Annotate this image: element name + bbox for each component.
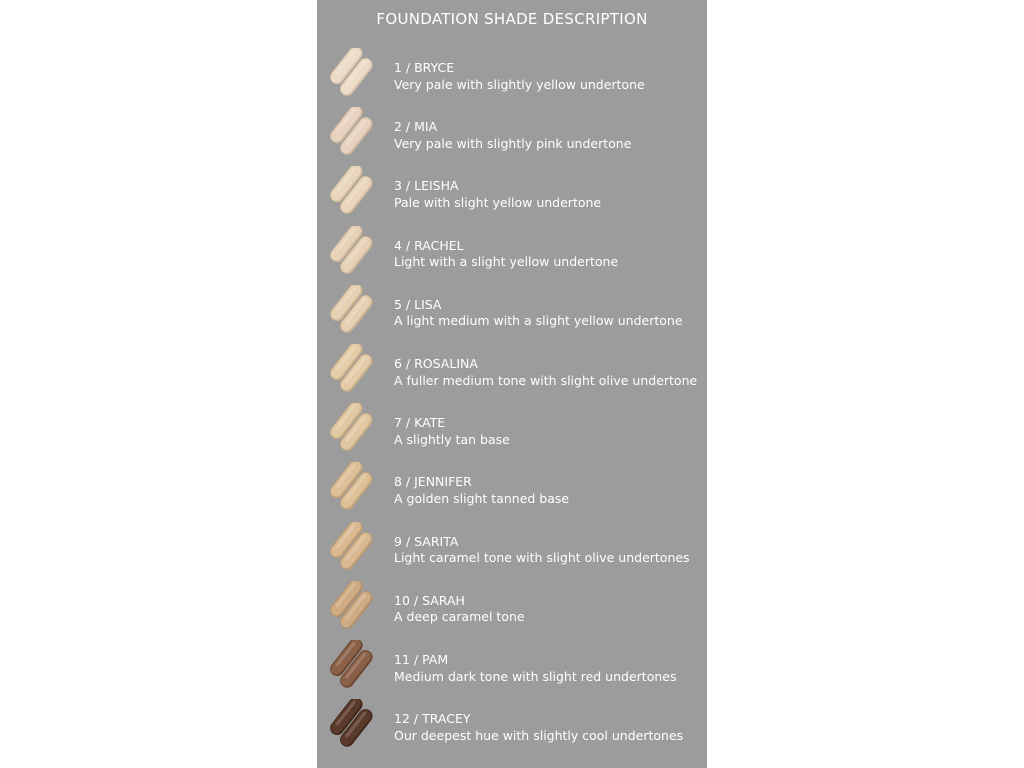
swatch-icon (327, 640, 379, 690)
swatch-icon (327, 344, 379, 394)
shade-description: Light caramel tone with slight olive undertones (394, 550, 690, 566)
shade-description: A light medium with a slight yellow undertone (394, 313, 683, 329)
shade-description: Very pale with slightly pink undertone (394, 135, 632, 151)
shade-name: 9 / SARITA (394, 533, 459, 549)
shade-text (394, 356, 697, 389)
page-title: FOUNDATION SHADE DESCRIPTION (376, 10, 648, 28)
shade-text (394, 711, 683, 744)
shade-description: A slightly tan base (394, 431, 510, 447)
shade-text (394, 534, 690, 567)
swatch-icon (327, 166, 379, 216)
shade-name: 8 / JENNIFER (394, 474, 472, 490)
shade-row (317, 695, 707, 751)
shade-description: Medium dark tone with slight red undertones (394, 668, 677, 684)
swatch-icon (327, 285, 379, 335)
shade-name: 6 / ROSALINA (394, 356, 478, 371)
shade-name: 7 / KATE (394, 415, 446, 431)
swatch-icon (327, 107, 379, 157)
swatch-icon (327, 403, 379, 453)
shade-row (317, 518, 707, 574)
shade-row (317, 636, 707, 692)
shade-description: Very pale with slightly yellow undertone (394, 76, 645, 92)
shade-description: Our deepest hue with slightly cool undertones (394, 727, 684, 743)
shade-text (394, 238, 618, 271)
shade-name: 1 / BRYCE (394, 60, 455, 75)
swatch-icon (327, 522, 379, 572)
swatch-icon (327, 581, 379, 631)
shade-row (317, 340, 707, 396)
shade-row (317, 44, 707, 100)
shade-name: 5 / LISA (394, 296, 442, 312)
shade-description: A golden slight tanned base (394, 490, 570, 506)
swatch-icon (327, 226, 379, 276)
shade-name: 11 / PAM (394, 652, 449, 667)
shade-text (394, 415, 510, 448)
shade-text (394, 474, 569, 507)
shade-text (394, 119, 631, 152)
shade-text (394, 652, 676, 685)
shade-description: A deep caramel tone (394, 609, 525, 625)
shade-row (317, 281, 707, 337)
shade-name: 12 / TRACEY (394, 711, 471, 727)
shade-name: 4 / RACHEL (394, 237, 464, 253)
shade-name: 10 / SARAH (394, 592, 465, 608)
shade-text (394, 593, 525, 626)
swatch-icon (327, 48, 379, 98)
shade-row (317, 162, 707, 218)
shade-name: 3 / LEISHA (394, 178, 459, 194)
swatch-icon (327, 462, 379, 512)
shade-panel (317, 0, 707, 768)
shade-description: A fuller medium tone with slight olive undertone (394, 372, 698, 388)
shade-text (394, 178, 601, 211)
shade-row (317, 399, 707, 455)
shade-text (394, 60, 645, 93)
shade-description: Pale with slight yellow undertone (394, 194, 602, 210)
shade-text (394, 297, 683, 330)
shade-row (317, 577, 707, 633)
shade-row (317, 103, 707, 159)
swatch-icon (327, 699, 379, 749)
shade-name: 2 / MIA (394, 119, 438, 135)
shade-description: Light with a slight yellow undertone (394, 254, 619, 270)
shade-row (317, 222, 707, 278)
shade-row (317, 458, 707, 514)
